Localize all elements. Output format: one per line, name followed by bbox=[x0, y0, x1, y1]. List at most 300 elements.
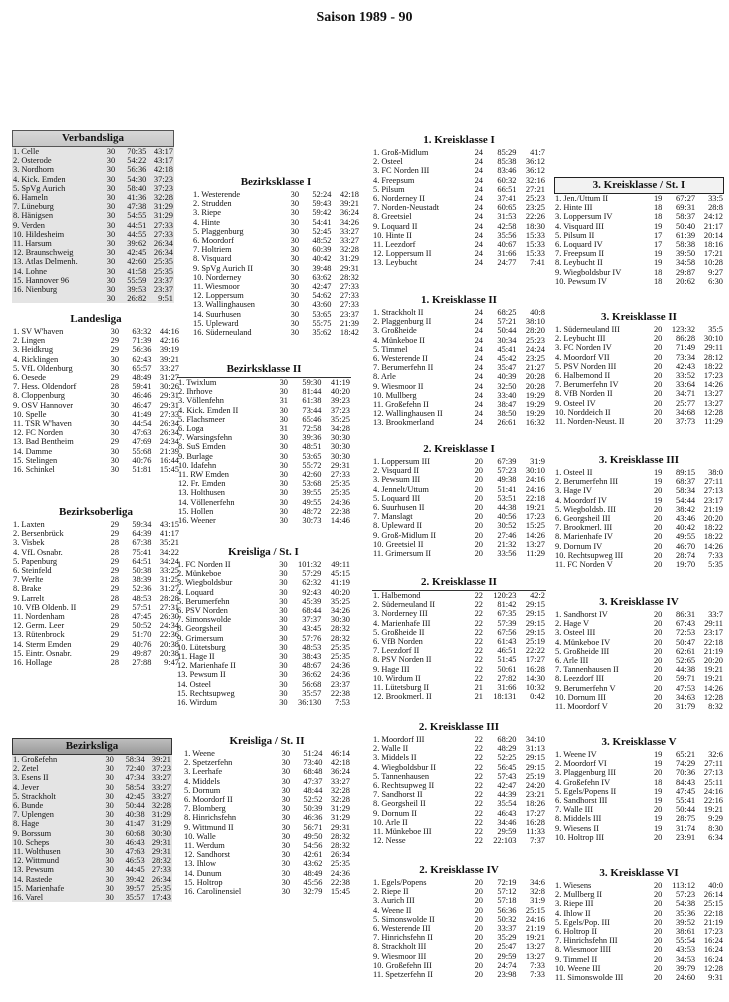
goals: 33:52 bbox=[676, 371, 696, 381]
league-title: Landesliga bbox=[70, 313, 122, 325]
table-row bbox=[554, 684, 724, 693]
goals: 50:44 bbox=[125, 801, 145, 811]
goals: 35:54 bbox=[497, 799, 517, 809]
points: 12:28 bbox=[703, 407, 723, 417]
table-row bbox=[372, 665, 546, 674]
table-row bbox=[372, 249, 546, 258]
team-name: 2. Zetel bbox=[13, 764, 39, 774]
games-played: 22 bbox=[474, 591, 483, 600]
points: 24:16 bbox=[703, 786, 723, 796]
league-table-kreisklasse-3-f bbox=[554, 866, 724, 982]
table-row bbox=[12, 529, 180, 538]
team-name: 3. FC Norden IV bbox=[555, 343, 612, 353]
team-name: 2. Mullberg II bbox=[555, 890, 603, 900]
goals: 35:57 bbox=[125, 893, 145, 903]
points: 34:24 bbox=[159, 556, 179, 566]
games-played: 22 bbox=[474, 627, 483, 637]
table-row bbox=[12, 557, 180, 566]
points: 23:17 bbox=[703, 495, 723, 505]
goals: 69:31 bbox=[676, 203, 696, 213]
league-title: 3. Kreisklasse V bbox=[601, 736, 677, 748]
games-played: 22 bbox=[474, 618, 483, 628]
goals: 62:61 bbox=[676, 646, 696, 656]
team-name: 16. Schinkel bbox=[13, 465, 55, 475]
team-name: 5. Großheide II bbox=[373, 627, 425, 637]
points: 43:17 bbox=[153, 147, 173, 156]
goals: 50:44 bbox=[497, 326, 517, 336]
points: 25:35 bbox=[330, 479, 350, 489]
points: 43:17 bbox=[153, 156, 173, 166]
points: 27:33 bbox=[153, 220, 173, 230]
games-played: 30 bbox=[281, 776, 291, 786]
points: 31:29 bbox=[330, 813, 350, 823]
table-row bbox=[372, 790, 546, 799]
points: 25:35 bbox=[151, 883, 171, 893]
team-name: 11. Werdum bbox=[184, 841, 225, 851]
goals: 59:41 bbox=[132, 382, 152, 392]
goals: 26:61 bbox=[497, 418, 517, 428]
goals: 60:39 bbox=[312, 245, 332, 255]
points: 26:34 bbox=[153, 239, 173, 249]
points: 20:38 bbox=[159, 648, 179, 658]
points: 42:18 bbox=[153, 165, 173, 175]
team-name: 8. Wiesmoor IIII bbox=[555, 945, 612, 955]
team-name: 8. Arle bbox=[373, 372, 396, 382]
goals: 40:76 bbox=[132, 455, 152, 465]
goals: 31:53 bbox=[497, 212, 517, 222]
team-name: 7. Berumerfehn IV bbox=[555, 380, 619, 390]
team-name: 10. Scheps bbox=[13, 837, 50, 847]
team-name: 6. Loquard IV bbox=[555, 240, 603, 250]
table-row bbox=[372, 781, 546, 790]
table-row bbox=[554, 693, 724, 702]
games-played: 30 bbox=[110, 455, 120, 465]
goals: 37:37 bbox=[302, 615, 322, 625]
points: 39:23 bbox=[330, 396, 350, 406]
points: 32:28 bbox=[330, 795, 350, 805]
goals: 56:45 bbox=[497, 762, 517, 772]
table-row bbox=[372, 382, 546, 391]
games-played: 24 bbox=[474, 308, 483, 317]
points: 26:34 bbox=[159, 419, 179, 429]
league-title: Verbandsliga bbox=[12, 130, 174, 147]
points: 28:32 bbox=[330, 831, 350, 841]
games-played: 20 bbox=[474, 484, 483, 494]
team-name: 9. Burlage bbox=[178, 451, 213, 461]
team-name: 3. Loppersum IV bbox=[555, 212, 613, 222]
goals: 42:60 bbox=[302, 470, 322, 480]
goals: 38:50 bbox=[497, 409, 517, 419]
games-played: 24 bbox=[474, 194, 483, 204]
games-played: 30 bbox=[279, 652, 288, 662]
games-played: 20 bbox=[653, 371, 663, 381]
table-row bbox=[372, 906, 546, 915]
points: 42:18 bbox=[330, 758, 350, 768]
table-row bbox=[183, 767, 351, 776]
goals: 28:75 bbox=[676, 814, 696, 824]
table-row bbox=[372, 827, 546, 836]
goals: 33:56 bbox=[497, 549, 517, 559]
points: 33:27 bbox=[159, 363, 179, 373]
goals: 43:53 bbox=[676, 945, 696, 955]
team-name: 6. PSV Norden bbox=[177, 606, 228, 616]
table-row bbox=[192, 199, 360, 208]
games-played: 30 bbox=[279, 470, 288, 480]
goals: 35:36 bbox=[676, 908, 696, 918]
team-name: 1. Süderneuland III bbox=[555, 325, 620, 334]
table-row bbox=[554, 814, 724, 823]
points: 27:33 bbox=[159, 409, 179, 419]
table-row bbox=[12, 838, 172, 847]
goals: 52:24 bbox=[312, 190, 332, 199]
standings-table bbox=[12, 147, 174, 303]
table-row bbox=[554, 778, 724, 787]
goals: 49:55 bbox=[676, 532, 696, 542]
games-played: 30 bbox=[279, 516, 288, 526]
team-name: 3. Leerhafe bbox=[184, 767, 223, 777]
league-table-bezirksliga bbox=[12, 738, 172, 902]
league-title: 1. Kreisklasse II bbox=[421, 294, 497, 306]
goals: 92:43 bbox=[302, 587, 322, 597]
points: 16:32 bbox=[525, 418, 545, 428]
table-row bbox=[372, 970, 546, 979]
points: 23:17 bbox=[703, 628, 723, 638]
games-played: 22 bbox=[474, 762, 483, 772]
team-name: 12. Germ. Leer bbox=[13, 621, 65, 631]
goals: 40:38 bbox=[125, 810, 145, 820]
team-name: 15. Hollen bbox=[178, 506, 214, 516]
table-row bbox=[183, 823, 351, 832]
points: 29:31 bbox=[330, 460, 350, 470]
table-row bbox=[176, 689, 351, 698]
league-title: 2. Kreisklasse III bbox=[418, 721, 500, 733]
table-row bbox=[372, 240, 546, 249]
table-row bbox=[183, 850, 351, 859]
team-name: 9. Loquard II bbox=[373, 221, 418, 231]
team-name: 13. Atlas Delmenh. bbox=[13, 257, 78, 267]
table-row bbox=[372, 258, 546, 267]
points: 46:14 bbox=[330, 749, 350, 758]
team-name: 8. VfB Norden II bbox=[555, 389, 613, 399]
table-row bbox=[192, 236, 360, 245]
goals: 57:23 bbox=[497, 466, 517, 476]
team-name: 2. Berumerfehn III bbox=[555, 477, 619, 487]
games-played: 29 bbox=[110, 602, 120, 612]
points: 35:25 bbox=[330, 596, 350, 606]
table-row bbox=[12, 783, 172, 792]
games-played: 24 bbox=[474, 335, 483, 345]
games-played: 30 bbox=[281, 850, 291, 860]
goals: 39:79 bbox=[676, 963, 696, 973]
games-played: 18 bbox=[653, 267, 663, 277]
points: 40:8 bbox=[530, 308, 545, 317]
points: 22:18 bbox=[525, 493, 545, 503]
goals: 72:58 bbox=[302, 424, 322, 434]
team-name: 2. Bersenbrück bbox=[13, 529, 64, 539]
goals: 65:21 bbox=[676, 750, 696, 759]
standings-table bbox=[554, 468, 724, 569]
table-row bbox=[12, 156, 174, 165]
games-played: 29 bbox=[110, 639, 120, 649]
games-played: 30 bbox=[105, 865, 114, 875]
goals: 113:12 bbox=[672, 881, 696, 890]
points: 27:33 bbox=[330, 470, 350, 480]
table-row bbox=[372, 475, 546, 484]
points: 24:16 bbox=[525, 914, 545, 924]
table-row bbox=[554, 371, 724, 380]
team-name: 11. Wiesmoor bbox=[193, 282, 240, 292]
points: 29:15 bbox=[525, 600, 545, 610]
points: 27:13 bbox=[703, 768, 723, 778]
goals: 52:65 bbox=[676, 656, 696, 666]
table-row bbox=[12, 792, 172, 801]
goals: 57:39 bbox=[497, 618, 517, 628]
team-name: 15. Rechtsupweg bbox=[177, 688, 235, 698]
table-row bbox=[192, 245, 360, 254]
goals: 29:87 bbox=[676, 267, 696, 277]
points: 21:39 bbox=[159, 446, 179, 456]
team-name: 1. FC Norden II bbox=[177, 560, 231, 569]
goals: 55:72 bbox=[302, 460, 322, 470]
games-played: 30 bbox=[106, 294, 116, 304]
goals: 42:45 bbox=[125, 791, 145, 801]
table-row bbox=[372, 915, 546, 924]
table-row bbox=[372, 818, 546, 827]
goals: 26:82 bbox=[127, 294, 147, 304]
points: 7:37 bbox=[530, 836, 545, 846]
points: 25:23 bbox=[525, 335, 545, 345]
standings-table bbox=[554, 610, 724, 711]
table-row bbox=[12, 391, 180, 400]
standings-table bbox=[12, 755, 172, 902]
league-table-kreisklasse-2-a bbox=[372, 442, 546, 558]
team-name: 5. Plaggenburg bbox=[193, 226, 244, 236]
table-row bbox=[176, 680, 351, 689]
games-played: 30 bbox=[290, 208, 300, 218]
table-row bbox=[554, 936, 724, 945]
team-name: 4. Wiegboldsbur II bbox=[373, 762, 437, 772]
table-row bbox=[12, 520, 180, 529]
goals: 44:38 bbox=[676, 665, 696, 675]
goals: 52:25 bbox=[497, 753, 517, 763]
points: 31:13 bbox=[525, 744, 545, 754]
table-row bbox=[12, 630, 180, 639]
table-row bbox=[12, 649, 180, 658]
goals: 59:71 bbox=[676, 674, 696, 684]
goals: 54:30 bbox=[127, 174, 147, 184]
team-name: 2. Osteel bbox=[373, 157, 403, 167]
team-name: 2. Ihrhove bbox=[178, 387, 213, 397]
goals: 57:51 bbox=[132, 602, 152, 612]
games-played: 24 bbox=[474, 418, 483, 428]
points: 7:33 bbox=[530, 970, 545, 980]
points: 19:29 bbox=[525, 390, 545, 400]
games-played: 30 bbox=[279, 560, 288, 569]
table-row bbox=[554, 496, 724, 505]
points: 7:53 bbox=[335, 698, 350, 708]
team-name: 13. Pewsum bbox=[13, 865, 54, 875]
games-played: 30 bbox=[105, 764, 114, 774]
team-name: 4. Ihlow II bbox=[555, 908, 591, 918]
team-name: 7. Manslagt bbox=[373, 512, 413, 522]
goals: 24:60 bbox=[676, 973, 696, 983]
goals: 27:88 bbox=[132, 658, 152, 668]
points: 25:35 bbox=[330, 859, 350, 869]
points: 31:29 bbox=[151, 819, 171, 829]
team-name: 9. Timmel II bbox=[555, 954, 598, 964]
points: 37:23 bbox=[153, 183, 173, 193]
goals: 55:54 bbox=[676, 936, 696, 946]
points: 9:31 bbox=[708, 973, 723, 983]
games-played: 30 bbox=[106, 275, 116, 285]
points: 31:29 bbox=[153, 211, 173, 221]
points: 25:15 bbox=[703, 899, 723, 909]
points: 33:27 bbox=[339, 236, 359, 246]
games-played: 30 bbox=[281, 804, 291, 814]
points: 13:27 bbox=[703, 389, 723, 399]
games-played: 24 bbox=[474, 148, 483, 157]
games-played: 29 bbox=[110, 520, 120, 529]
points: 24:36 bbox=[330, 497, 350, 507]
table-row bbox=[192, 218, 360, 227]
team-name: 12. Brookmerl. II bbox=[373, 692, 432, 702]
goals: 52:45 bbox=[312, 226, 332, 236]
games-played: 20 bbox=[653, 334, 663, 344]
table-row bbox=[554, 964, 724, 973]
team-name: 9. Wiegboldsbur IV bbox=[555, 267, 622, 277]
team-name: 8. PSV Norden II bbox=[373, 655, 432, 665]
team-name: 10. Rechtsupweg III bbox=[555, 550, 624, 560]
team-name: 10. Großefehn III bbox=[373, 960, 432, 970]
table-row bbox=[554, 212, 724, 221]
goals: 53:51 bbox=[497, 493, 517, 503]
games-played: 20 bbox=[474, 475, 483, 485]
table-row bbox=[12, 819, 172, 828]
games-played: 18 bbox=[653, 276, 663, 286]
team-name: 8. Marienhafe IV bbox=[555, 532, 613, 542]
points: 27:33 bbox=[339, 300, 359, 310]
table-row bbox=[183, 804, 351, 813]
goals: 43:45 bbox=[302, 624, 322, 634]
points: 29:15 bbox=[525, 762, 545, 772]
table-row bbox=[372, 485, 546, 494]
team-name: 9. Osteel IV bbox=[555, 398, 596, 408]
points: 22:18 bbox=[703, 637, 723, 647]
games-played: 19 bbox=[653, 221, 663, 231]
team-name: 4. Münkeboe IV bbox=[555, 637, 611, 647]
games-played: 30 bbox=[279, 488, 288, 498]
games-played: 30 bbox=[279, 688, 288, 698]
league-table-kreisklasse-2-c bbox=[372, 720, 546, 845]
games-played: 30 bbox=[110, 354, 120, 364]
goals: 42:58 bbox=[497, 221, 517, 231]
points: 17:43 bbox=[151, 893, 171, 903]
goals: 65:57 bbox=[132, 363, 152, 373]
games-played: 20 bbox=[653, 610, 663, 619]
goals: 39:57 bbox=[125, 883, 145, 893]
games-played: 30 bbox=[290, 263, 300, 273]
points: 9:47 bbox=[164, 658, 179, 668]
standings-table bbox=[12, 520, 180, 667]
games-played: 20 bbox=[653, 504, 663, 514]
games-played: 30 bbox=[290, 199, 300, 209]
team-name: 11. Norden-Neust. II bbox=[555, 417, 625, 427]
team-name: 4. Ricklingen bbox=[13, 354, 59, 364]
points: 41:17 bbox=[159, 529, 179, 539]
points: 34:26 bbox=[330, 606, 350, 616]
goals: 44:45 bbox=[125, 865, 145, 875]
goals: 40:76 bbox=[132, 639, 152, 649]
points: 14:26 bbox=[703, 683, 723, 693]
games-played: 22 bbox=[474, 735, 483, 744]
team-name: 10. Norddeich II bbox=[555, 407, 611, 417]
games-played: 20 bbox=[653, 890, 663, 900]
team-name: 3. Aurich III bbox=[373, 896, 415, 906]
table-row bbox=[176, 606, 351, 615]
games-played: 30 bbox=[279, 506, 288, 516]
team-name: 10. Idafehn bbox=[178, 460, 217, 470]
team-name: 1. Wiesens bbox=[555, 881, 592, 890]
games-played: 30 bbox=[279, 414, 288, 424]
points: 28:20 bbox=[525, 326, 545, 336]
team-name: 3. Norderney III bbox=[373, 609, 428, 619]
table-row bbox=[12, 285, 174, 294]
goals: 67:35 bbox=[497, 609, 517, 619]
points: 36:24 bbox=[339, 208, 359, 218]
games-played: 30 bbox=[281, 877, 291, 887]
team-name: 11. FC Norden V bbox=[555, 560, 613, 570]
table-row bbox=[554, 222, 724, 231]
games-played: 28 bbox=[110, 612, 120, 622]
points: 29:31 bbox=[151, 837, 171, 847]
games-played: 22 bbox=[474, 799, 483, 809]
team-name: 9. Wiesmoor III bbox=[373, 951, 427, 961]
team-name: 1. Strackholt II bbox=[373, 308, 424, 317]
standings-table bbox=[372, 308, 546, 428]
goals: 48:72 bbox=[302, 506, 322, 516]
games-played: 20 bbox=[474, 503, 483, 513]
goals: 57:12 bbox=[497, 887, 517, 897]
team-name: 11. Großefehn II bbox=[373, 400, 429, 410]
games-played: 22 bbox=[474, 836, 483, 846]
points: 29:31 bbox=[159, 400, 179, 410]
goals: 59:42 bbox=[312, 208, 332, 218]
table-row bbox=[176, 624, 351, 633]
goals: 21:32 bbox=[497, 539, 517, 549]
team-name: 2. Strudden bbox=[193, 199, 232, 209]
table-row bbox=[12, 893, 172, 902]
goals: 51:81 bbox=[132, 465, 152, 475]
team-name: 5. PSV Norden III bbox=[555, 361, 617, 371]
games-played: 30 bbox=[279, 698, 288, 708]
goals: 54:38 bbox=[676, 899, 696, 909]
team-name: 7. Freepsum II bbox=[555, 249, 605, 259]
points: 20:28 bbox=[525, 381, 545, 391]
team-name: 8. Hinrichsfehn bbox=[184, 813, 237, 823]
team-name: 6. Suurhusen II bbox=[373, 503, 425, 513]
goals: 27:46 bbox=[497, 530, 517, 540]
table-row bbox=[554, 408, 724, 417]
goals: 35:57 bbox=[302, 688, 322, 698]
points: 11:29 bbox=[704, 417, 723, 427]
games-played: 30 bbox=[106, 257, 116, 267]
table-row bbox=[372, 457, 546, 466]
team-name: 9. Hage III bbox=[373, 664, 410, 674]
table-row bbox=[12, 603, 180, 612]
goals: 50:61 bbox=[497, 664, 517, 674]
page-title: Saison 1989 - 90 bbox=[316, 10, 413, 25]
goals: 52:52 bbox=[303, 795, 323, 805]
